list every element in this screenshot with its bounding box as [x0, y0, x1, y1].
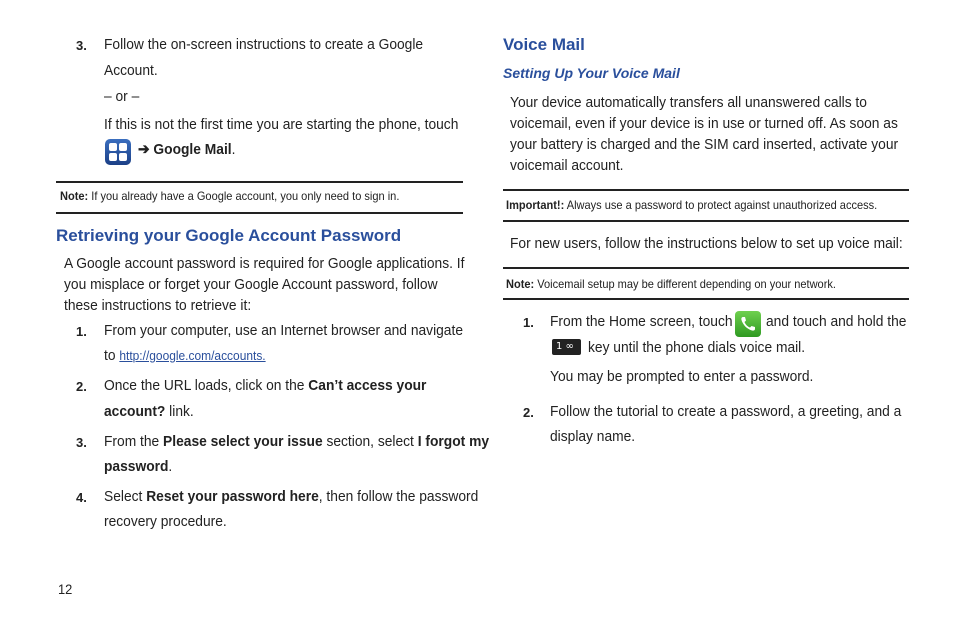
- voice-mail-heading: Voice Mail: [503, 35, 585, 54]
- step-text: display name.: [550, 428, 636, 445]
- note-label: Note:: [506, 277, 535, 291]
- google-mail-path: ➔ Google Mail.: [138, 141, 236, 158]
- important-bottom-rule: [503, 220, 909, 222]
- paragraph-line: your battery is charged and the SIM card inserted, activate your: [510, 136, 899, 153]
- step-text: Follow the tutorial to create a password, a greeting, and a: [550, 403, 902, 420]
- apps-grid-icon: [105, 139, 131, 165]
- step-text: From your computer, use an Internet browser and navigate: [104, 322, 464, 339]
- step-number: 3.: [76, 38, 87, 53]
- step-text: Select Reset your password here, then follow the password: [104, 488, 479, 505]
- or-separator: – or –: [104, 88, 140, 105]
- important-note: [506, 197, 877, 213]
- note: [60, 188, 399, 204]
- google-mail-label: Google Mail: [153, 141, 232, 158]
- paragraph-line: For new users, follow the instructions below to set up voice mail:: [510, 235, 903, 252]
- step-text: From the Please select your issue section, select I forgot my: [104, 433, 490, 450]
- step-text: You may be prompted to enter a password.: [550, 368, 814, 385]
- important-text: Always use a password to protect against unauthorized access.: [564, 198, 878, 212]
- important-top-rule: [503, 189, 909, 191]
- note-bottom-rule: [56, 212, 463, 214]
- voice-mail-subheading: Setting Up Your Voice Mail: [503, 65, 680, 81]
- arrow-icon: ➔: [138, 141, 150, 158]
- note-text: If you already have a Google account, you only need to sign in.: [88, 189, 400, 203]
- paragraph-line: A Google account password is required for Google applications. If: [64, 255, 465, 272]
- google-accounts-link[interactable]: http://google.com/accounts.: [119, 348, 266, 363]
- note-top-rule: [56, 181, 463, 183]
- step-text: account? link.: [104, 403, 194, 420]
- step-number: 1.: [76, 324, 87, 339]
- paragraph-line: these instructions to retrieve it:: [64, 297, 252, 314]
- paragraph-line: you misplace or forget your Google Account password, follow: [64, 276, 438, 293]
- step-text: recovery procedure.: [104, 513, 227, 530]
- step-number: 1.: [523, 315, 534, 330]
- step-text: Once the URL loads, click on the Can’t access your: [104, 377, 427, 394]
- step-number: 2.: [76, 379, 87, 394]
- step-number: 4.: [76, 490, 87, 505]
- voicemail-key-icon: 1 ∞: [552, 339, 581, 355]
- step-text: to http://google.com/accounts.: [104, 347, 266, 364]
- step-text: key until the phone dials voice mail.: [588, 339, 806, 356]
- note-text: Voicemail setup may be different depending on your network.: [534, 277, 836, 291]
- step-text: If this is not the first time you are starting the phone, touch: [104, 116, 459, 133]
- paragraph-line: Your device automatically transfers all unanswered calls to: [510, 94, 867, 111]
- paragraph-line: voicemail, even if your device is in use or turned off. As soon as: [510, 115, 898, 132]
- page-number: 12: [58, 581, 73, 597]
- phone-icon: [735, 311, 761, 337]
- note-bottom-rule: [503, 298, 909, 300]
- step-text: password.: [104, 458, 173, 475]
- paragraph-line: voicemail account.: [510, 157, 624, 174]
- step-number: 2.: [523, 405, 534, 420]
- step-text: Account.: [104, 62, 158, 79]
- important-label: Important!:: [506, 198, 565, 212]
- step-text: From the Home screen, touch: [550, 313, 733, 330]
- note: [506, 276, 836, 292]
- step-number: 3.: [76, 435, 87, 450]
- note-top-rule: [503, 267, 909, 269]
- section-heading: Retrieving your Google Account Password: [56, 226, 402, 245]
- step-text: and touch and hold the: [766, 313, 907, 330]
- note-label: Note:: [60, 189, 89, 203]
- step-text: Follow the on-screen instructions to create a Google: [104, 36, 424, 53]
